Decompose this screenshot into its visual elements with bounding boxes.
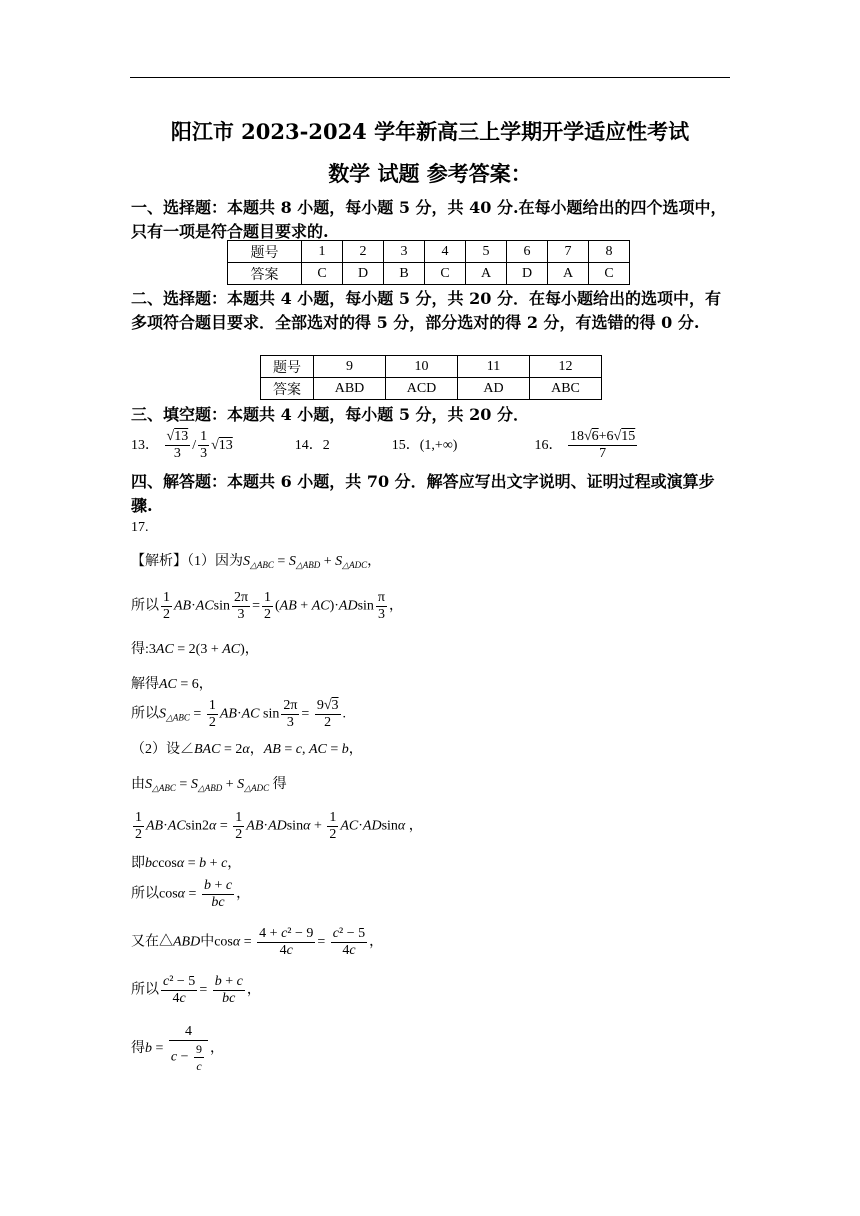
table-row	[261, 378, 602, 400]
solution-line-7: 由$S_{\triangle ABC} = S_{\triangle ABD} + S_{\triangle ADC}$ 得	[131, 777, 287, 793]
table-cell: 11	[458, 356, 530, 378]
table-cell: A	[548, 263, 589, 285]
solution-line-4: 解得AC = 6，	[131, 677, 213, 692]
table-cell: 10	[386, 356, 458, 378]
table-row	[228, 263, 630, 285]
table-cell: C	[589, 263, 630, 285]
table-cell: 答案	[228, 263, 302, 285]
table-cell: 5	[466, 241, 507, 263]
q16-label: 16．	[534, 438, 563, 453]
q15-label: 15．	[391, 438, 420, 453]
table-cell: 答案	[261, 378, 314, 400]
table-cell: 1	[302, 241, 343, 263]
header-rule	[130, 77, 730, 78]
table-cell: 4	[425, 241, 466, 263]
solution-line-6: （2）设∠BAC = 2α，AB = c, AC = b，	[131, 742, 363, 757]
table-cell: A	[466, 263, 507, 285]
table-cell: B	[384, 263, 425, 285]
solution-line-11: 又在△ABD中cosα = $\frac{\text{4 + c² − 9}}{4c}$ = $\frac{\text{c² − 5}}{4c}$ ，	[131, 926, 384, 958]
table-cell: 2	[343, 241, 384, 263]
table-cell: C	[425, 263, 466, 285]
solution-line-13: 得b = 4 c − $\frac{9}{c}$ ，	[131, 1024, 225, 1073]
q13-label: 13．	[131, 438, 159, 453]
table-cell: 12	[530, 356, 602, 378]
table-cell: 题号	[228, 241, 302, 263]
table-cell: 8	[589, 241, 630, 263]
q16-fraction: $\frac{18√6+6√15}{7}$	[569, 429, 636, 462]
solution-line-1: 【解析】（1）因为$S_{\triangle ABC} = S_{\triangle ABD} + S_{\triangle ADC}$，	[131, 554, 382, 570]
solution-line-10: 所以cosα = $\frac{b + c}{bc}$ ，	[131, 878, 251, 910]
table-row	[261, 356, 602, 378]
table-cell: ACD	[386, 378, 458, 400]
table-cell: D	[343, 263, 384, 285]
solution-line-12: 所以 $\frac{\text{c² − 5}}{4c}$ = $\frac{b + c}{bc}$ ，	[131, 974, 261, 1006]
table-cell: AD	[458, 378, 530, 400]
table-cell: ABD	[314, 378, 386, 400]
table-cell: 6	[507, 241, 548, 263]
page-subtitle: 数学 试题 参考答案：	[328, 161, 532, 186]
table-cell: 7	[548, 241, 589, 263]
section-3-heading: 三、填空题：本题共 4 小题，每小题 5 分，共 20 分．	[131, 405, 529, 424]
table-cell: C	[302, 263, 343, 285]
section-2-heading: 二、选择题：本题共 4 小题，每小题 5 分，共 20 分．在每小题给出的选项中，有多项符合题目要求．全部选对的得 5 分，部分选对的得 2 分，有选错的得 0 分.	[131, 289, 721, 332]
section-1-heading: 一、选择题：本题共 8 小题，每小题 5 分，共 40 分.在每小题给出的四个选项中，只有一项是符合题目要求的.	[131, 198, 727, 241]
fill-in-answers: 13． $\frac{√13}{3}$ / $\frac{1}{3}$ √13 14．2 15．(1,+∞) 16． $\frac{18√6+6√15}{7}$	[131, 429, 636, 462]
solution-line-2: 所以 $\frac{1}{2}$ AB·ACsin $\frac{2\pi}{3}$ = $\frac{1}{2}$ (AB + AC)·ADsin $\frac{\pi}{3}$ ，	[131, 590, 403, 622]
table-cell: 题号	[261, 356, 314, 378]
section-4-heading: 四、解答题：本题共 6 小题，共 70 分．解答应写出文字说明、证明过程或演算步骤.	[131, 472, 715, 515]
solution-line-3: 得:3AC = 2(3 + AC)，	[131, 642, 259, 657]
page-title: 阳江市 2023-2024 学年新高三上学期开学适应性考试	[170, 119, 690, 144]
table-row	[228, 241, 630, 263]
q14-answer: 14．2	[294, 438, 330, 453]
table-cell: D	[507, 263, 548, 285]
answer-table-2	[260, 355, 602, 400]
q17-label: 17.	[131, 520, 149, 535]
table-cell: 3	[384, 241, 425, 263]
table-cell: 9	[314, 356, 386, 378]
solution-line-9: 即bccosα = b + c，	[131, 856, 242, 871]
solution-line-5: 所以$S_{\triangle ABC}$ = $\frac{1}{2}$ AB·AC sin $\frac{2\pi}{3}$ = $\frac{9√3}{2}$ .	[131, 698, 347, 730]
table-cell: ABC	[530, 378, 602, 400]
q13-fraction: $\frac{√13}{3}$	[166, 429, 189, 462]
solution-line-8: $\frac{1}{2}$ AB·ACsin2α = $\frac{1}{2}$ AB·ADsinα + $\frac{1}{2}$ AC·ADsinα ，	[135, 810, 423, 842]
answer-table-1	[227, 240, 630, 285]
